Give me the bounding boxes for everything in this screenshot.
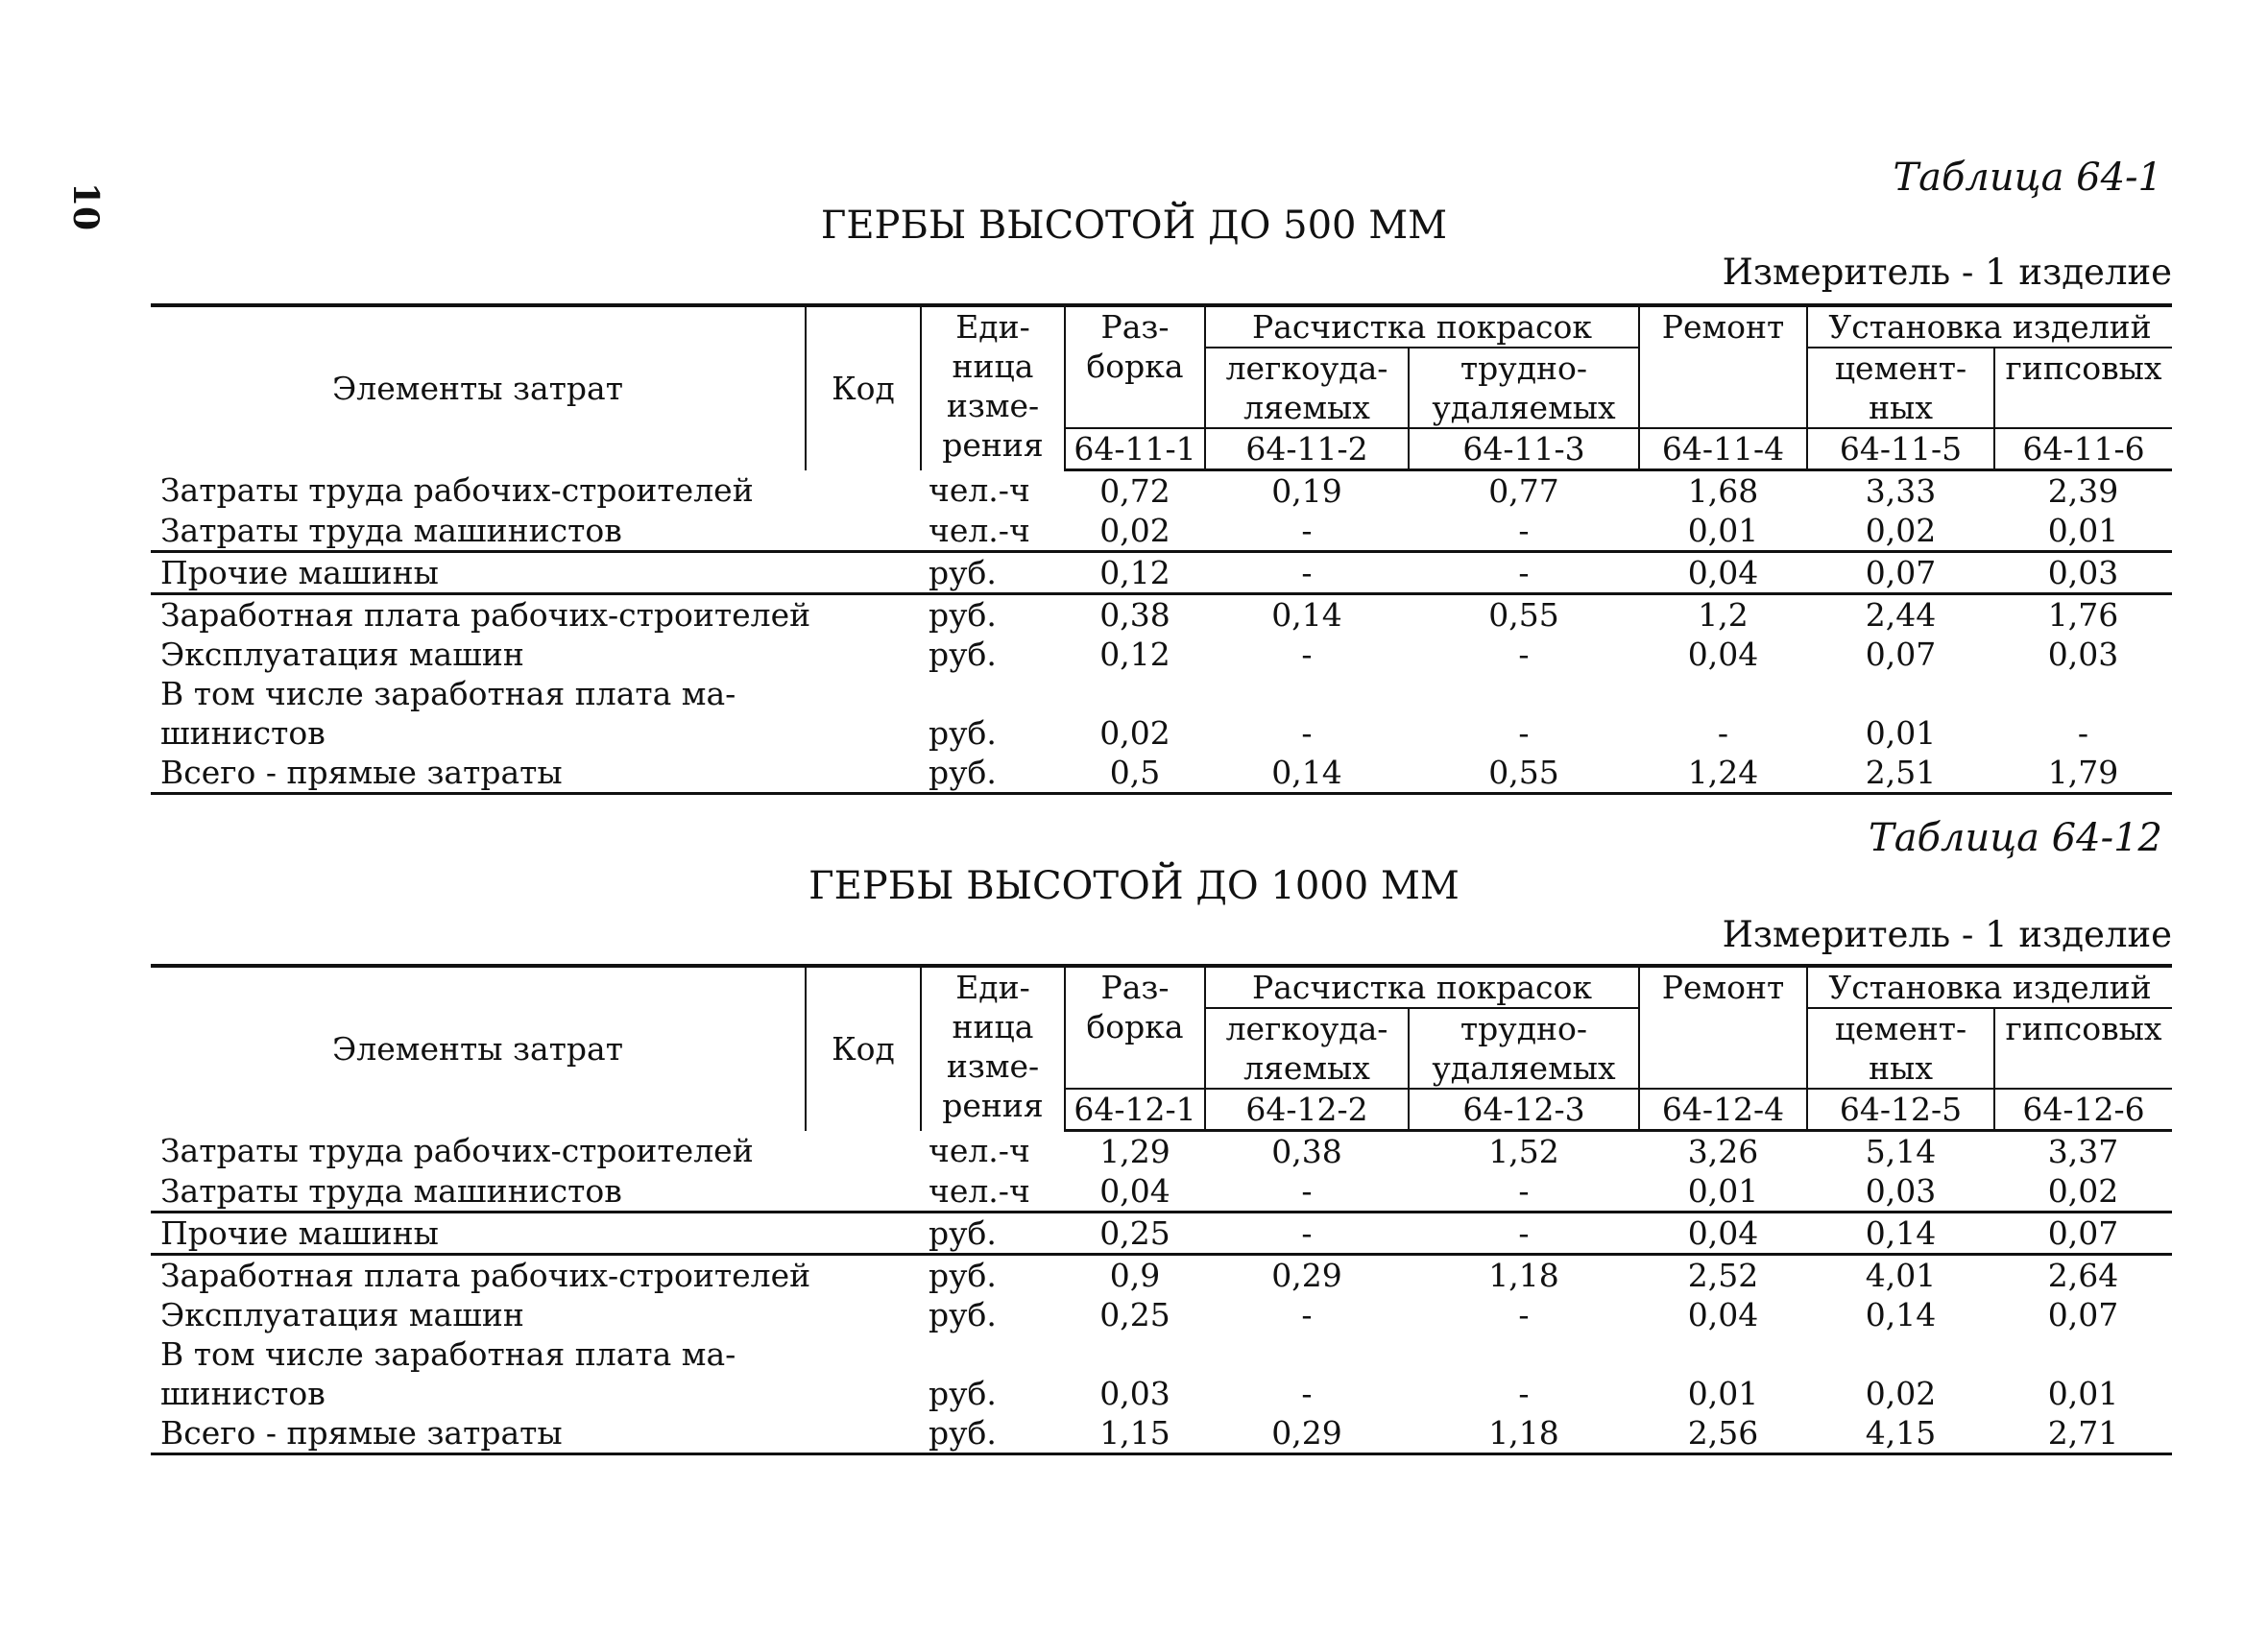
row-value: 2,71	[1994, 1413, 2172, 1454]
row-value: 0,07	[1994, 1213, 2172, 1255]
row-value: 0,01	[1687, 1172, 1759, 1210]
row-unit: чел.-ч	[929, 1172, 1030, 1210]
header-cement: цемент- ных	[1807, 348, 1994, 428]
header-install: Установка изделий	[1807, 966, 2172, 1008]
table-row	[151, 594, 2172, 636]
row-value: 1,24	[1639, 753, 1807, 794]
row-value: -	[1301, 1296, 1313, 1333]
row-unit: руб.	[921, 753, 1065, 794]
table-row	[151, 753, 2172, 794]
row-value: 3,33	[1865, 472, 1937, 510]
code-cell: 64-11-5	[1807, 428, 1994, 470]
row-unit: руб.	[921, 1255, 1065, 1296]
row-value: 2,51	[1807, 753, 1994, 794]
row-value: 0,02	[1099, 512, 1170, 549]
page-number: 10	[65, 182, 106, 231]
row-name: В том числе заработная плата ма-	[160, 1335, 736, 1373]
row-value: 1,79	[1994, 753, 2172, 794]
row-value: 0,14	[1865, 1296, 1937, 1333]
header-install: Установка изделий	[1807, 305, 2172, 348]
header-unit: Еди- ница изме- рения	[921, 305, 1065, 470]
row-unit: руб.	[921, 1413, 1065, 1454]
row-value: 4,01	[1807, 1255, 1994, 1296]
row-value: 5,14	[1865, 1133, 1937, 1170]
row-value: 0,03	[1865, 1172, 1937, 1210]
row-value: -	[1301, 636, 1313, 673]
header-cleaning: Расчистка покрасок	[1205, 966, 1639, 1008]
header-elements: Элементы затрат	[151, 966, 806, 1131]
row-value: 0,02	[2047, 1172, 2119, 1210]
header-repair: Ремонт	[1639, 305, 1807, 428]
table-title: ГЕРБЫ ВЫСОТОЙ ДО 1000 ММ	[808, 864, 1460, 908]
row-unit: чел.-ч	[929, 1132, 1030, 1170]
row-value: 0,72	[1099, 472, 1170, 510]
table-row	[151, 1131, 2172, 1172]
code-cell: 64-12-2	[1205, 1089, 1409, 1131]
cost-table	[151, 303, 2172, 795]
header-dismantle: Раз- борка	[1065, 966, 1205, 1089]
row-name-cont: шинистов	[160, 1375, 326, 1412]
row-value: 0,02	[1099, 714, 1170, 752]
row-value: 0,12	[1099, 636, 1170, 673]
row-value: 1,68	[1687, 472, 1759, 510]
row-value: -	[1205, 552, 1409, 594]
header-light: легкоуда- ляемых	[1205, 1008, 1409, 1089]
row-unit: чел.-ч	[929, 471, 1030, 510]
header-repair: Ремонт	[1639, 966, 1807, 1089]
row-name: Затраты труда машинистов	[160, 512, 622, 549]
row-name: Заработная плата рабочих-строителей	[151, 594, 806, 636]
row-value: 2,44	[1807, 594, 1994, 636]
table-label: Таблица 64-12	[1869, 816, 2162, 860]
table-row	[151, 713, 2172, 753]
row-value: 0,12	[1065, 552, 1205, 594]
header-elements: Элементы затрат	[151, 305, 806, 470]
row-unit: чел.-ч	[929, 512, 1030, 549]
table-row	[151, 1213, 2172, 1255]
row-value: 0,02	[1865, 512, 1937, 549]
header-unit: Еди- ница изме- рения	[921, 966, 1065, 1131]
row-name: Затраты труда рабочих-строителей	[160, 1132, 754, 1170]
row-value: 1,15	[1065, 1413, 1205, 1454]
row-value: 0,07	[1865, 636, 1937, 673]
row-value: 0,25	[1065, 1213, 1205, 1255]
table-measure: Измеритель - 1 изделие	[1722, 252, 2172, 293]
table-label: Таблица 64-1	[1893, 156, 2162, 200]
row-value: 1,29	[1099, 1133, 1170, 1170]
header-gypsum: гипсовых	[1994, 348, 2172, 428]
row-name: Затраты труда рабочих-строителей	[160, 471, 754, 510]
row-name: Эксплуатация машин	[160, 1296, 524, 1333]
table-row	[151, 552, 2172, 594]
row-value: 0,01	[2047, 1375, 2119, 1412]
row-value: 0,07	[1807, 552, 1994, 594]
row-value: -	[1301, 512, 1313, 549]
row-name: Затраты труда машинистов	[160, 1172, 622, 1210]
row-name-cont: шинистов	[160, 714, 326, 752]
row-unit: руб.	[929, 714, 997, 752]
cost-table	[151, 964, 2172, 1455]
row-value: 0,5	[1065, 753, 1205, 794]
code-cell: 64-11-3	[1409, 428, 1639, 470]
row-value: -	[1205, 1213, 1409, 1255]
table-row	[151, 674, 2172, 713]
table-row	[151, 1295, 2172, 1334]
row-value: -	[1518, 1375, 1530, 1412]
header-hard: трудно- удаляемых	[1409, 1008, 1639, 1089]
row-value: 0,14	[1807, 1213, 1994, 1255]
row-value: 1,18	[1409, 1255, 1639, 1296]
row-value: 0,29	[1205, 1255, 1409, 1296]
row-value: 0,04	[1639, 1213, 1807, 1255]
row-name: Прочие машины	[151, 1213, 806, 1255]
row-value: 0,03	[2047, 636, 2119, 673]
row-value: 2,39	[2047, 472, 2119, 510]
row-value: 0,14	[1205, 753, 1409, 794]
row-value: 0,04	[1639, 552, 1807, 594]
code-cell: 64-11-1	[1065, 428, 1205, 470]
table-measure: Измеритель - 1 изделие	[1722, 914, 2172, 955]
header-hard: трудно- удаляемых	[1409, 348, 1639, 428]
row-value: 0,55	[1409, 753, 1639, 794]
row-name: В том числе заработная плата ма-	[160, 675, 736, 712]
row-value: 0,03	[1099, 1375, 1170, 1412]
row-unit: руб.	[929, 1375, 997, 1412]
row-unit: руб.	[921, 552, 1065, 594]
row-value: 0,77	[1488, 472, 1559, 510]
row-value: 0,04	[1687, 636, 1759, 673]
code-cell: 64-12-6	[1994, 1089, 2172, 1131]
row-value: 4,15	[1807, 1413, 1994, 1454]
table-row	[151, 470, 2172, 512]
row-name: Заработная плата рабочих-строителей	[151, 1255, 806, 1296]
table-row	[151, 635, 2172, 674]
row-value: 1,52	[1488, 1133, 1559, 1170]
row-value: 1,18	[1409, 1413, 1639, 1454]
row-value: 0,01	[1687, 512, 1759, 549]
code-cell: 64-11-6	[1994, 428, 2172, 470]
row-value: 0,14	[1205, 594, 1409, 636]
row-name: Прочие машины	[151, 552, 806, 594]
row-value: 0,01	[2047, 512, 2119, 549]
row-value: 0,38	[1271, 1133, 1342, 1170]
row-value: -	[1301, 714, 1313, 752]
header-code: Код	[806, 966, 921, 1131]
row-name: Эксплуатация машин	[160, 636, 524, 673]
row-name: Всего - прямые затраты	[151, 753, 806, 794]
code-cell: 64-12-3	[1409, 1089, 1639, 1131]
code-cell: 64-11-2	[1205, 428, 1409, 470]
row-value: 0,01	[1687, 1375, 1759, 1412]
row-value: 0,01	[1865, 714, 1937, 752]
code-cell: 64-11-4	[1639, 428, 1807, 470]
table-row	[151, 1334, 2172, 1374]
header-cement: цемент- ных	[1807, 1008, 1994, 1089]
row-value: -	[1409, 1213, 1639, 1255]
row-unit: руб.	[921, 594, 1065, 636]
row-name: Всего - прямые затраты	[151, 1413, 806, 1454]
table-row	[151, 511, 2172, 552]
row-unit: руб.	[929, 1296, 997, 1333]
row-value: -	[1301, 1172, 1313, 1210]
code-cell: 64-12-5	[1807, 1089, 1994, 1131]
row-value: -	[1518, 1172, 1530, 1210]
table-row	[151, 1255, 2172, 1296]
header-dismantle: Раз- борка	[1065, 305, 1205, 428]
table-row	[151, 1171, 2172, 1213]
row-value: 0,04	[1099, 1172, 1170, 1210]
row-value: 0,04	[1687, 1296, 1759, 1333]
row-unit: руб.	[929, 636, 997, 673]
row-value: 0,19	[1271, 472, 1342, 510]
row-value: -	[1518, 714, 1530, 752]
header-light: легкоуда- ляемых	[1205, 348, 1409, 428]
row-value: -	[1518, 512, 1530, 549]
table-row	[151, 1374, 2172, 1413]
row-value: 2,64	[1994, 1255, 2172, 1296]
row-value: 0,25	[1099, 1296, 1170, 1333]
row-value: 0,9	[1065, 1255, 1205, 1296]
row-value: -	[1301, 1375, 1313, 1412]
row-value: -	[1409, 552, 1639, 594]
code-cell: 64-12-1	[1065, 1089, 1205, 1131]
header-cleaning: Расчистка покрасок	[1205, 305, 1639, 348]
row-value: 1,76	[1994, 594, 2172, 636]
row-unit: руб.	[921, 1213, 1065, 1255]
table-title: ГЕРБЫ ВЫСОТОЙ ДО 500 ММ	[820, 204, 1448, 248]
header-code: Код	[806, 305, 921, 470]
row-value: 0,03	[1994, 552, 2172, 594]
row-value: 0,02	[1865, 1375, 1937, 1412]
row-value: 2,56	[1639, 1413, 1807, 1454]
row-value: -	[2077, 714, 2089, 752]
row-value: 1,2	[1639, 594, 1807, 636]
row-value: -	[1518, 636, 1530, 673]
row-value: 0,29	[1205, 1413, 1409, 1454]
table-row	[151, 1413, 2172, 1454]
header-gypsum: гипсовых	[1994, 1008, 2172, 1089]
code-cell: 64-12-4	[1639, 1089, 1807, 1131]
row-value: 3,37	[2047, 1133, 2119, 1170]
row-value: 0,55	[1409, 594, 1639, 636]
row-value: 2,52	[1639, 1255, 1807, 1296]
row-value: -	[1717, 714, 1729, 752]
row-value: 0,07	[2047, 1296, 2119, 1333]
row-value: 0,38	[1065, 594, 1205, 636]
row-value: -	[1518, 1296, 1530, 1333]
row-value: 3,26	[1687, 1133, 1759, 1170]
